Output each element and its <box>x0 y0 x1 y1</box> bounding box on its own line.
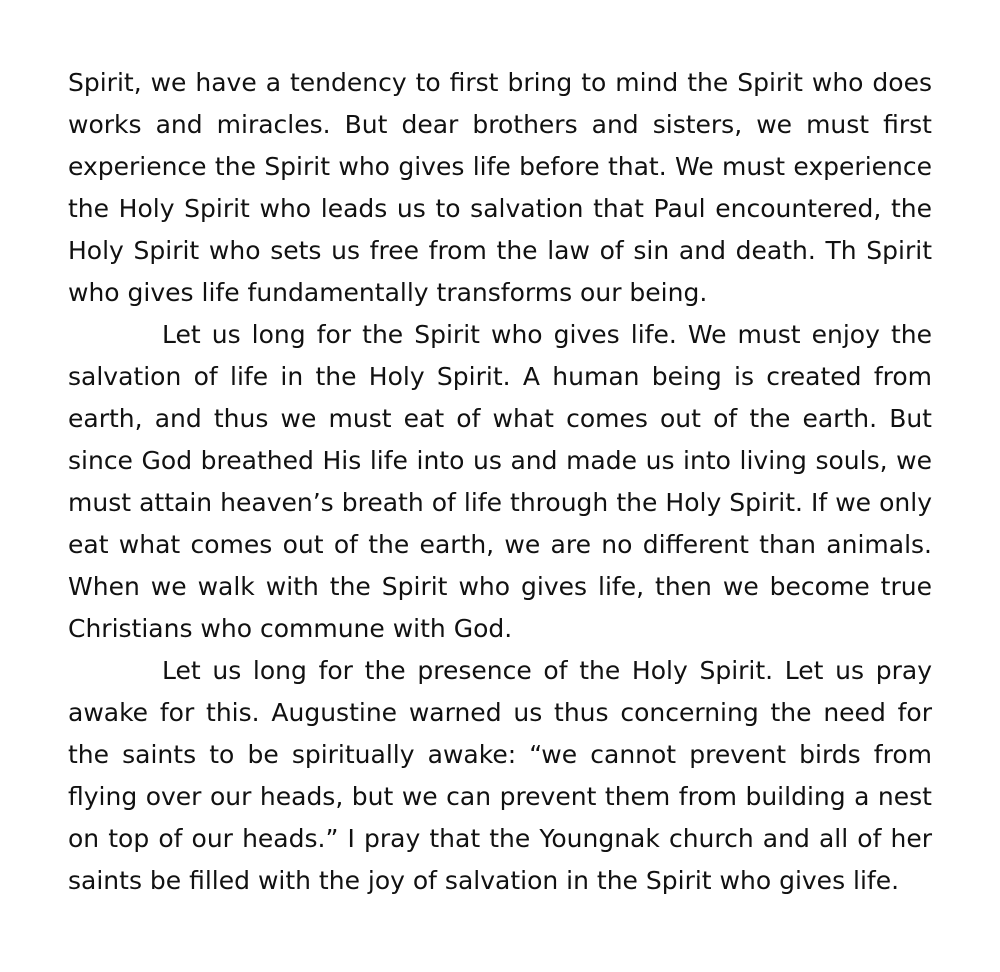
paragraph-presence-of-spirit: Let us long for the presence of the Holy Spirit. Let us pray awake for this. Augustine warned us thus concerning the need for the saints to be spiritually awake: “we cannot prevent birds from flying over our heads, but we can prevent them from building a nest on top of our heads.” I pray that the Youngnak church and all of her saints be filled with the joy of salvation in the Spirit who gives life. <box>68 656 932 895</box>
paragraph-continuation: Spirit, we have a tendency to first bring to mind the Spirit who does works and miracles. But dear brothers and sisters, we must first experience the Spirit who gives life before that. We must experience the Holy Spirit who leads us to salvation that Paul encountered, the Holy Spirit who sets us free from the law of sin and death. Th Spirit who gives life fundamentally transforms our being. <box>68 68 932 307</box>
paragraph-spirit-gives-life: Let us long for the Spirit who gives life. We must enjoy the salvation of life in the Holy Spirit. A human being is created from earth, and thus we must eat of what comes out of the earth. But since God breathed His life into us and made us into living souls, we must attain heaven’s breath of life through the Holy Spirit. If we only eat what comes out of the earth, we are no different than animals. When we walk with the Spirit who gives life, then we become true Christians who commune with God. <box>68 320 932 643</box>
